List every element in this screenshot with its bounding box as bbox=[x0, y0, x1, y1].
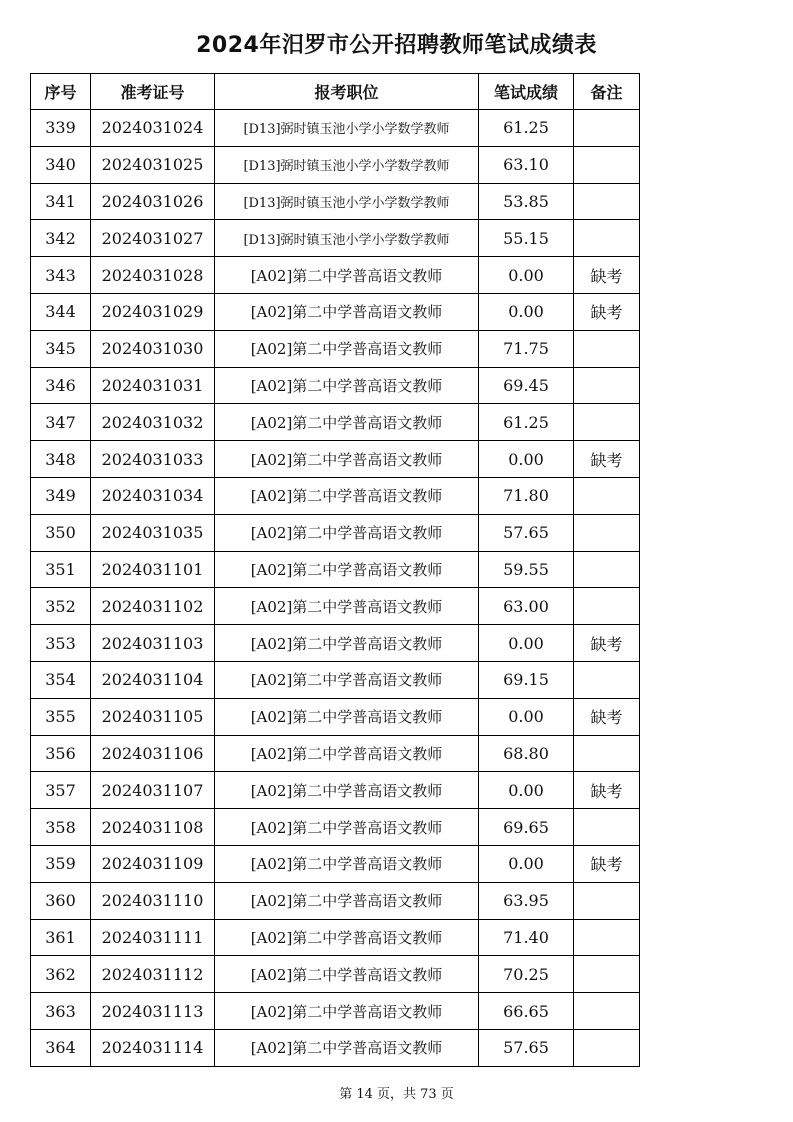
table-row bbox=[31, 257, 640, 294]
cell-seq: 346 bbox=[31, 367, 91, 404]
cell-position: [A02]第二中学普高语文教师 bbox=[215, 956, 479, 993]
cell-seq: 345 bbox=[31, 330, 91, 367]
table-row bbox=[31, 698, 640, 735]
cell-exam-id: 2024031032 bbox=[91, 404, 215, 441]
cell-remark bbox=[574, 404, 640, 441]
cell-remark: 缺考 bbox=[574, 441, 640, 478]
cell-remark bbox=[574, 809, 640, 846]
cell-exam-id: 2024031033 bbox=[91, 441, 215, 478]
cell-seq: 360 bbox=[31, 882, 91, 919]
cell-position: [A02]第二中学普高语文教师 bbox=[215, 772, 479, 809]
table-row bbox=[31, 1029, 640, 1066]
cell-position: [A02]第二中学普高语文教师 bbox=[215, 809, 479, 846]
cell-position: [A02]第二中学普高语文教师 bbox=[215, 661, 479, 698]
table-row bbox=[31, 551, 640, 588]
cell-seq: 351 bbox=[31, 551, 91, 588]
cell-remark bbox=[574, 220, 640, 257]
cell-seq: 340 bbox=[31, 146, 91, 183]
cell-score: 57.65 bbox=[479, 514, 574, 551]
cell-score: 63.00 bbox=[479, 588, 574, 625]
cell-position: [A02]第二中学普高语文教师 bbox=[215, 257, 479, 294]
cell-seq: 362 bbox=[31, 956, 91, 993]
cell-score: 69.45 bbox=[479, 367, 574, 404]
table-row bbox=[31, 882, 640, 919]
cell-score: 63.95 bbox=[479, 882, 574, 919]
table-row bbox=[31, 588, 640, 625]
cell-position: [D13]弼时镇玉池小学小学数学教师 bbox=[215, 183, 479, 220]
cell-remark bbox=[574, 882, 640, 919]
cell-score: 66.65 bbox=[479, 993, 574, 1030]
table-row bbox=[31, 625, 640, 662]
table-row bbox=[31, 441, 640, 478]
cell-exam-id: 2024031112 bbox=[91, 956, 215, 993]
cell-seq: 344 bbox=[31, 293, 91, 330]
cell-remark bbox=[574, 330, 640, 367]
table-row bbox=[31, 993, 640, 1030]
cell-seq: 341 bbox=[31, 183, 91, 220]
cell-position: [A02]第二中学普高语文教师 bbox=[215, 1029, 479, 1066]
table-row bbox=[31, 477, 640, 514]
cell-score: 61.25 bbox=[479, 110, 574, 147]
cell-seq: 348 bbox=[31, 441, 91, 478]
cell-seq: 349 bbox=[31, 477, 91, 514]
cell-score: 0.00 bbox=[479, 625, 574, 662]
cell-exam-id: 2024031031 bbox=[91, 367, 215, 404]
header-exam-id: 准考证号 bbox=[91, 74, 215, 110]
table-row bbox=[31, 809, 640, 846]
cell-remark bbox=[574, 993, 640, 1030]
cell-remark bbox=[574, 551, 640, 588]
cell-exam-id: 2024031025 bbox=[91, 146, 215, 183]
table-row bbox=[31, 293, 640, 330]
table-row bbox=[31, 183, 640, 220]
table-body bbox=[31, 110, 640, 1067]
table-row bbox=[31, 661, 640, 698]
cell-position: [A02]第二中学普高语文教师 bbox=[215, 845, 479, 882]
cell-position: [A02]第二中学普高语文教师 bbox=[215, 735, 479, 772]
cell-remark: 缺考 bbox=[574, 257, 640, 294]
cell-score: 0.00 bbox=[479, 441, 574, 478]
cell-exam-id: 2024031103 bbox=[91, 625, 215, 662]
cell-score: 69.65 bbox=[479, 809, 574, 846]
cell-remark: 缺考 bbox=[574, 845, 640, 882]
cell-seq: 353 bbox=[31, 625, 91, 662]
cell-seq: 352 bbox=[31, 588, 91, 625]
table-row bbox=[31, 919, 640, 956]
table-row bbox=[31, 110, 640, 147]
table-row bbox=[31, 514, 640, 551]
cell-seq: 354 bbox=[31, 661, 91, 698]
cell-exam-id: 2024031102 bbox=[91, 588, 215, 625]
cell-position: [A02]第二中学普高语文教师 bbox=[215, 514, 479, 551]
cell-remark bbox=[574, 146, 640, 183]
cell-exam-id: 2024031104 bbox=[91, 661, 215, 698]
cell-seq: 350 bbox=[31, 514, 91, 551]
cell-exam-id: 2024031029 bbox=[91, 293, 215, 330]
header-remark: 备注 bbox=[574, 74, 640, 110]
cell-position: [A02]第二中学普高语文教师 bbox=[215, 441, 479, 478]
table-row bbox=[31, 220, 640, 257]
cell-position: [A02]第二中学普高语文教师 bbox=[215, 367, 479, 404]
cell-seq: 358 bbox=[31, 809, 91, 846]
cell-position: [A02]第二中学普高语文教师 bbox=[215, 882, 479, 919]
cell-seq: 347 bbox=[31, 404, 91, 441]
cell-remark bbox=[574, 919, 640, 956]
cell-remark bbox=[574, 183, 640, 220]
cell-score: 63.10 bbox=[479, 146, 574, 183]
cell-remark bbox=[574, 367, 640, 404]
cell-remark bbox=[574, 956, 640, 993]
cell-score: 57.65 bbox=[479, 1029, 574, 1066]
cell-remark bbox=[574, 588, 640, 625]
cell-remark: 缺考 bbox=[574, 625, 640, 662]
cell-exam-id: 2024031026 bbox=[91, 183, 215, 220]
table-row bbox=[31, 956, 640, 993]
cell-position: [A02]第二中学普高语文教师 bbox=[215, 625, 479, 662]
cell-seq: 342 bbox=[31, 220, 91, 257]
table-row bbox=[31, 845, 640, 882]
cell-seq: 364 bbox=[31, 1029, 91, 1066]
cell-score: 61.25 bbox=[479, 404, 574, 441]
cell-exam-id: 2024031108 bbox=[91, 809, 215, 846]
cell-remark bbox=[574, 477, 640, 514]
table-row bbox=[31, 330, 640, 367]
cell-position: [A02]第二中学普高语文教师 bbox=[215, 477, 479, 514]
cell-position: [A02]第二中学普高语文教师 bbox=[215, 293, 479, 330]
cell-remark bbox=[574, 110, 640, 147]
cell-score: 68.80 bbox=[479, 735, 574, 772]
cell-remark bbox=[574, 735, 640, 772]
cell-seq: 363 bbox=[31, 993, 91, 1030]
cell-exam-id: 2024031024 bbox=[91, 110, 215, 147]
cell-exam-id: 2024031027 bbox=[91, 220, 215, 257]
page-footer: 第 14 页，共 73 页 bbox=[339, 1087, 454, 1102]
cell-remark: 缺考 bbox=[574, 293, 640, 330]
cell-exam-id: 2024031106 bbox=[91, 735, 215, 772]
cell-position: [A02]第二中学普高语文教师 bbox=[215, 919, 479, 956]
score-table bbox=[30, 73, 640, 1067]
header-seq: 序号 bbox=[31, 74, 91, 110]
cell-score: 0.00 bbox=[479, 293, 574, 330]
cell-exam-id: 2024031101 bbox=[91, 551, 215, 588]
cell-position: [A02]第二中学普高语文教师 bbox=[215, 993, 479, 1030]
cell-score: 71.80 bbox=[479, 477, 574, 514]
cell-seq: 356 bbox=[31, 735, 91, 772]
cell-exam-id: 2024031034 bbox=[91, 477, 215, 514]
table-row bbox=[31, 367, 640, 404]
cell-seq: 343 bbox=[31, 257, 91, 294]
cell-exam-id: 2024031107 bbox=[91, 772, 215, 809]
cell-score: 59.55 bbox=[479, 551, 574, 588]
cell-remark bbox=[574, 514, 640, 551]
table-header-row bbox=[31, 74, 640, 110]
cell-remark: 缺考 bbox=[574, 772, 640, 809]
cell-seq: 357 bbox=[31, 772, 91, 809]
table-row bbox=[31, 735, 640, 772]
cell-score: 71.40 bbox=[479, 919, 574, 956]
cell-exam-id: 2024031105 bbox=[91, 698, 215, 735]
cell-exam-id: 2024031109 bbox=[91, 845, 215, 882]
cell-position: [A02]第二中学普高语文教师 bbox=[215, 698, 479, 735]
cell-position: [D13]弼时镇玉池小学小学数学教师 bbox=[215, 146, 479, 183]
header-position: 报考职位 bbox=[215, 74, 479, 110]
cell-exam-id: 2024031113 bbox=[91, 993, 215, 1030]
cell-seq: 359 bbox=[31, 845, 91, 882]
table-row bbox=[31, 404, 640, 441]
page-title: 2024年汨罗市公开招聘教师笔试成绩表 bbox=[196, 33, 597, 58]
cell-remark bbox=[574, 1029, 640, 1066]
cell-position: [D13]弼时镇玉池小学小学数学教师 bbox=[215, 110, 479, 147]
cell-seq: 339 bbox=[31, 110, 91, 147]
cell-position: [A02]第二中学普高语文教师 bbox=[215, 551, 479, 588]
cell-score: 0.00 bbox=[479, 257, 574, 294]
cell-score: 55.15 bbox=[479, 220, 574, 257]
cell-score: 0.00 bbox=[479, 698, 574, 735]
cell-exam-id: 2024031030 bbox=[91, 330, 215, 367]
cell-seq: 355 bbox=[31, 698, 91, 735]
cell-score: 0.00 bbox=[479, 772, 574, 809]
header-score: 笔试成绩 bbox=[479, 74, 574, 110]
cell-score: 70.25 bbox=[479, 956, 574, 993]
cell-exam-id: 2024031114 bbox=[91, 1029, 215, 1066]
cell-exam-id: 2024031110 bbox=[91, 882, 215, 919]
cell-score: 0.00 bbox=[479, 845, 574, 882]
cell-score: 69.15 bbox=[479, 661, 574, 698]
cell-score: 53.85 bbox=[479, 183, 574, 220]
cell-score: 71.75 bbox=[479, 330, 574, 367]
cell-exam-id: 2024031028 bbox=[91, 257, 215, 294]
cell-position: [A02]第二中学普高语文教师 bbox=[215, 330, 479, 367]
cell-seq: 361 bbox=[31, 919, 91, 956]
cell-remark bbox=[574, 661, 640, 698]
cell-remark: 缺考 bbox=[574, 698, 640, 735]
cell-position: [A02]第二中学普高语文教师 bbox=[215, 588, 479, 625]
cell-position: [D13]弼时镇玉池小学小学数学教师 bbox=[215, 220, 479, 257]
table-row bbox=[31, 772, 640, 809]
cell-exam-id: 2024031035 bbox=[91, 514, 215, 551]
table-row bbox=[31, 146, 640, 183]
cell-exam-id: 2024031111 bbox=[91, 919, 215, 956]
cell-position: [A02]第二中学普高语文教师 bbox=[215, 404, 479, 441]
